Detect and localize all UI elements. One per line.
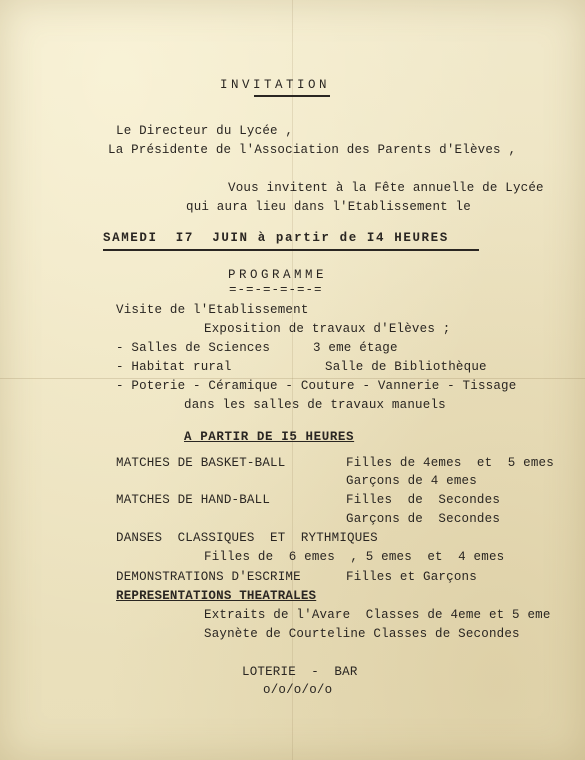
invite-line-2: qui aura lieu dans l'Etablissement le — [186, 200, 471, 214]
footer-lottery-bar: LOTERIE - BAR — [242, 665, 358, 679]
date-underline — [103, 249, 479, 251]
programme-heading-ornament: =-=-=-=-=-= — [229, 283, 323, 297]
afternoon-heading: A PARTIR DE I5 HEURES — [184, 430, 355, 444]
programme-item-crafts-location: dans les salles de travaux manuels — [184, 398, 446, 412]
greeting-line-1: Le Directeur du Lycée , — [116, 124, 294, 138]
programme-item-visit: Visite de l'Etablissement — [116, 303, 309, 317]
activity-dances-participants: Filles de 6 emes , 5 emes et 4 emes — [204, 550, 505, 564]
activity-handball: MATCHES DE HAND-BALL — [116, 493, 271, 507]
event-date-line: SAMEDI I7 JUIN à partir de I4 HEURES — [103, 231, 449, 245]
activity-basketball-girls: Filles de 4emes et 5 emes — [346, 456, 554, 470]
activity-dances: DANSES CLASSIQUES ET RYTHMIQUES — [116, 531, 378, 545]
activity-handball-boys: Garçons de Secondes — [346, 512, 501, 526]
programme-item-habitat-location: Salle de Bibliothèque — [325, 360, 487, 374]
programme-item-sciences-location: 3 eme étage — [313, 341, 398, 355]
activity-basketball-boys: Garçons de 4 emes — [346, 474, 477, 488]
activity-handball-girls: Filles de Secondes — [346, 493, 501, 507]
activity-fencing: DEMONSTRATIONS D'ESCRIME — [116, 570, 301, 584]
programme-item-habitat: - Habitat rural — [116, 360, 232, 374]
activity-theatre-courteline: Saynète de Courteline Classes de Secondes — [204, 627, 520, 641]
title-underline — [254, 95, 330, 97]
document-title: INVITATION — [220, 78, 331, 92]
programme-item-exposition: Exposition de travaux d'Elèves ; — [204, 322, 451, 336]
programme-heading: PROGRAMME — [228, 268, 328, 282]
programme-item-sciences: - Salles de Sciences — [116, 341, 271, 355]
activity-basketball: MATCHES DE BASKET-BALL — [116, 456, 286, 470]
activity-theatre-avare: Extraits de l'Avare Classes de 4eme et 5 eme — [204, 608, 551, 622]
invite-line-1: Vous invitent à la Fête annuelle de Lycée — [228, 181, 544, 195]
activity-fencing-participants: Filles et Garçons — [346, 570, 477, 584]
activity-theatre: REPRESENTATIONS THEATRALES — [116, 589, 317, 603]
footer-ornament: o/o/o/o/o — [263, 683, 333, 697]
greeting-line-2: La Présidente de l'Association des Parents d'Elèves , — [108, 143, 517, 157]
programme-item-crafts: - Poterie - Céramique - Couture - Vannerie - Tissage — [116, 379, 517, 393]
